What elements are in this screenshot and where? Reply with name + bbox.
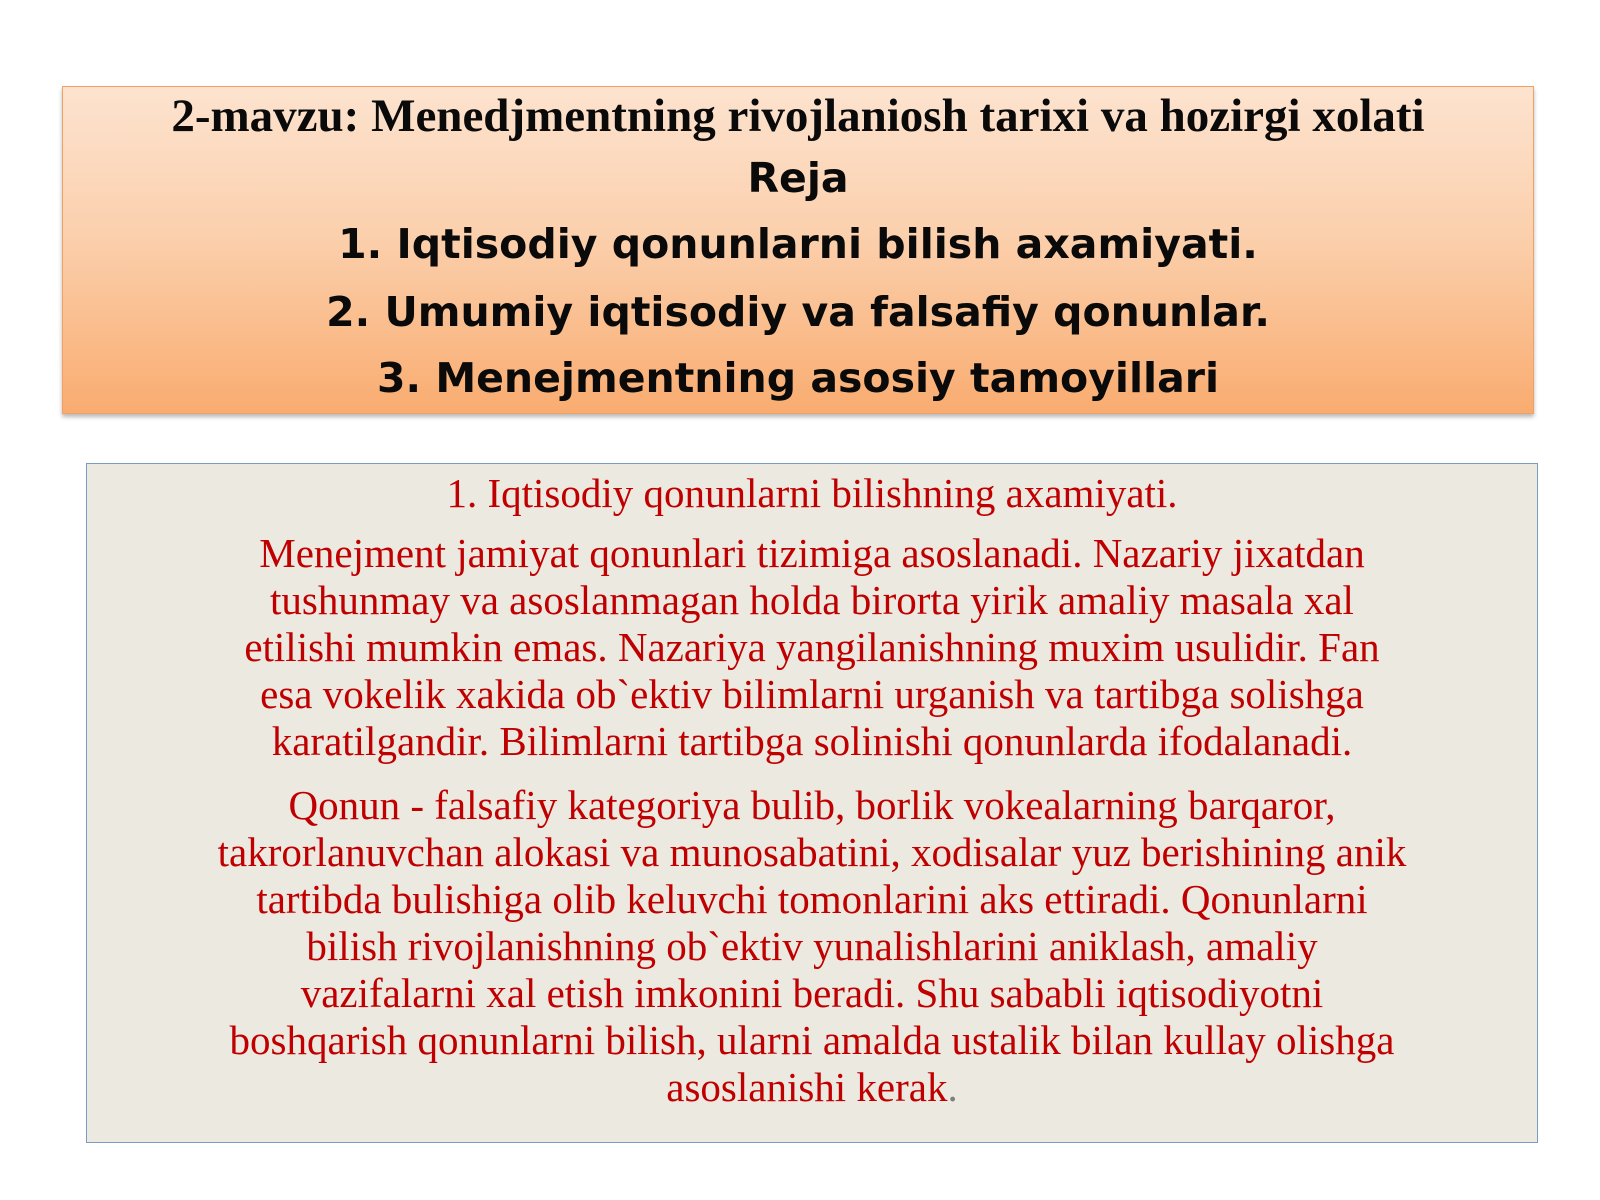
paragraph-last-line (101, 1064, 1523, 1111)
paragraph-line: Menejment jamiyat qonunlari tizimiga asoslanadi. Nazariy jixatdan (259, 530, 1365, 576)
topic-header-box (62, 86, 1534, 414)
topic-title: 2-mavzu: Menedjmentning rivojlaniosh tarixi va hozirgi xolati (171, 90, 1425, 142)
content-text-box (86, 463, 1538, 1143)
plan-item: 3. Menejmentning asosiy tamoyillari (376, 354, 1220, 402)
paragraph-line: etilishi mumkin emas. Nazariya yangilanishning muxim usulidir. Fan (244, 624, 1380, 670)
paragraph-line: tushunmay va asoslanmagan holda birorta yirik amaliy masala xal (270, 577, 1354, 623)
paragraph-line: esa vokelik xakida ob`ektiv bilimlarni urganish va tartibga solishga (260, 671, 1364, 717)
paragraph-line: karatilgandir. Bilimlarni tartibga solinishi qonunlarda ifodalanadi. (271, 718, 1353, 764)
paragraph-law-definition (101, 782, 1523, 1111)
plan-item: 1. Iqtisodiy qonunlarni bilish axamiyati. (338, 220, 1258, 268)
trailing-period: . (947, 1064, 958, 1110)
paragraph-line: boshqarish qonunlarni bilish, ularni amalda ustalik bilan kullay olishga (229, 1017, 1395, 1063)
paragraph-line: takrorlanuvchan alokasi va munosabatini, xodisalar yuz berishining anik (217, 829, 1407, 875)
paragraph-line: Qonun - falsafiy kategoriya bulib, borlik vokealarning barqaror, (288, 782, 1336, 828)
plan-item: 2. Umumiy iqtisodiy va falsafiy qonunlar. (326, 288, 1270, 336)
paragraph-line: bilish rivojlanishning ob`ektiv yunalishlarini aniklash, amaliy (306, 923, 1318, 969)
paragraph-line: vazifalarni xal etish imkonini beradi. Shu sababli iqtisodiyotni (300, 970, 1324, 1016)
section-heading: 1. Iqtisodiy qonunlarni bilishning axamiyati. (446, 470, 1178, 516)
plan-heading: Reja (747, 154, 849, 202)
paragraph-line-text: asoslanishi kerak (666, 1064, 948, 1110)
paragraph-line: tartibda bulishiga olib keluvchi tomonlarini aks ettiradi. Qonunlarni (256, 876, 1368, 922)
paragraph-law-system (101, 530, 1523, 765)
